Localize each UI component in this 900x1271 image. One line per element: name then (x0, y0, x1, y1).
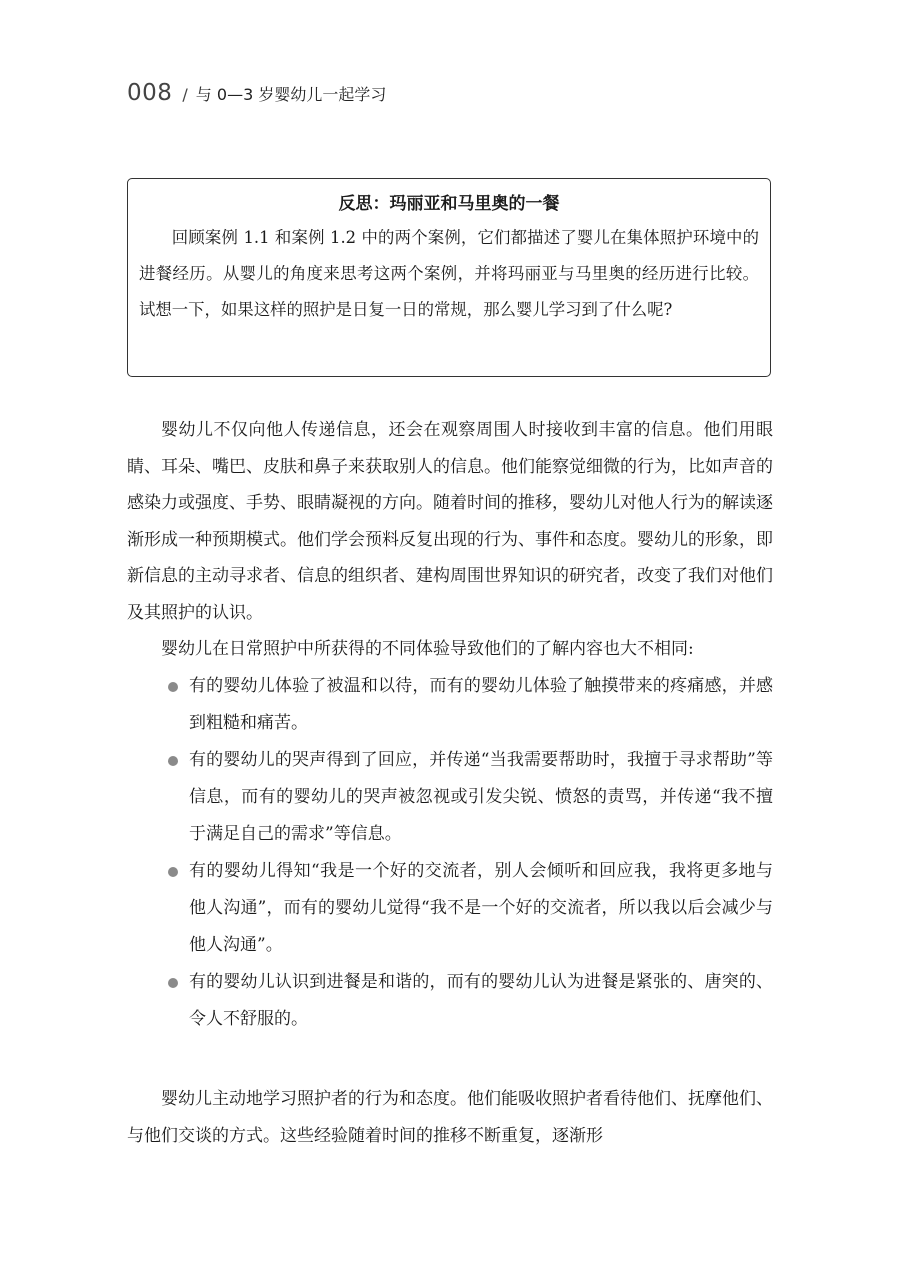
bullet-dot-icon (168, 978, 178, 988)
book-title: 与 0—3 岁婴幼儿一起学习 (195, 85, 387, 104)
list-item-text: 有的婴幼儿得知“我是一个好的交流者，别人会倾听和回应我，我将更多地与他人沟通”，而有的婴幼儿觉得“我不是一个好的交流者，所以我以后会减少与他人沟通”。 (189, 860, 773, 955)
list-item (127, 668, 773, 742)
closing-text (127, 1081, 773, 1154)
list-item (127, 964, 773, 1038)
list-item-text: 有的婴幼儿认识到进餐是和谐的，而有的婴幼儿认为进餐是紧张的、唐突的、令人不舒服的。 (189, 971, 773, 1029)
list-item (127, 853, 773, 964)
page-number: 008 (127, 80, 173, 106)
closing-paragraph: 婴幼儿主动地学习照护者的行为和态度。他们能吸收照护者看待他们、抚摩他们、与他们交谈的方式。这些经验随着时间的推移不断重复，逐渐形 (127, 1089, 773, 1146)
header-separator: / (182, 85, 188, 104)
list-item-text: 有的婴幼儿体验了被温和以待，而有的婴幼儿体验了触摸带来的疼痛感，并感到粗糙和痛苦。 (189, 675, 773, 733)
reflection-title: 反思：玛丽亚和马里奥的一餐 (338, 194, 560, 214)
bullet-dot-icon (168, 867, 178, 877)
main-text (127, 412, 773, 1038)
bullet-dot-icon (168, 682, 178, 692)
body-paragraph: 婴幼儿在日常照护中所获得的不同体验导致他们的了解内容也大不相同: (161, 639, 694, 659)
bullet-dot-icon (168, 756, 178, 766)
reflection-body: 回顾案例 1.1 和案例 1.2 中的两个案例，它们都描述了婴儿在集体照护环境中的进餐经历。从婴儿的角度来思考这两个案例，并将玛丽亚与马里奥的经历进行比较。试想一下，如果这样的照护是日复一日的常规，那么婴儿学习到了什么呢? (139, 228, 759, 319)
body-paragraph: 婴幼儿不仅向他人传递信息，还会在观察周围人时接收到丰富的信息。他们用眼睛、耳朵、嘴巴、皮肤和鼻子来获取别人的信息。他们能察觉细微的行为，比如声音的感染力或强度、手势、眼睛凝视的方向。随着时间的推移，婴幼儿对他人行为的解读逐渐形成一种预期模式。他们学会预料反复出现的行为、事件和态度。婴幼儿的形象，即新信息的主动寻求者、信息的组织者、建构周围世界知识的研究者，改变了我们对他们及其照护的认识。 (127, 420, 773, 623)
running-header (127, 80, 386, 106)
reflection-box (127, 178, 771, 377)
list-item-text: 有的婴幼儿的哭声得到了回应，并传递“当我需要帮助时，我擅于寻求帮助”等信息，而有的婴幼儿的哭声被忽视或引发尖锐、愤怒的责骂，并传递“我不擅于满足自己的需求”等信息。 (189, 749, 773, 844)
list-item (127, 742, 773, 853)
experience-list (127, 668, 773, 1038)
